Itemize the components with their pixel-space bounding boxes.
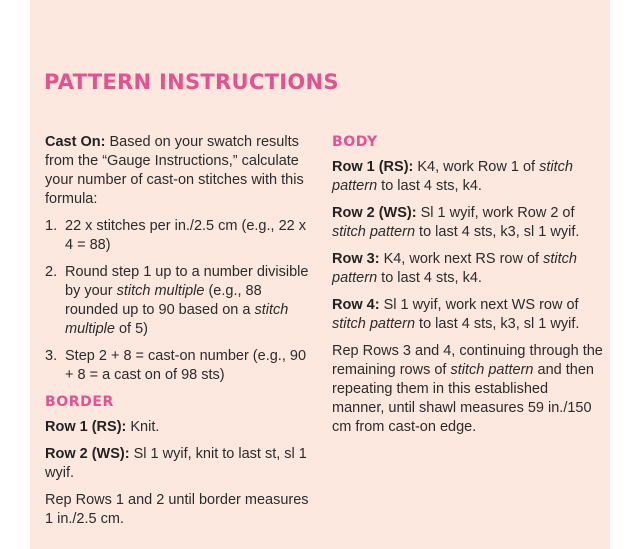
- row-text: to last 4 sts, k3, sl 1 wyif.: [415, 316, 580, 332]
- list-item: [45, 263, 317, 339]
- border-heading: BORDER: [45, 394, 114, 410]
- border-row-1: [45, 418, 317, 437]
- stitch-pattern-term: stitch pattern: [332, 316, 416, 332]
- body-row-1: [332, 158, 604, 196]
- stitch-pattern-term: stitch pattern: [332, 251, 577, 286]
- body-row-3: [332, 250, 604, 288]
- row-label: Row 1 (RS):: [45, 419, 127, 435]
- step-text: [65, 217, 317, 255]
- body-repeat: [332, 342, 604, 437]
- body-row-2: [332, 204, 604, 242]
- step-text-part: Step 2 + 8 = cast-on number (e.g., 90 + 8 = a cast on of 98 sts): [65, 348, 307, 383]
- body-heading: BODY: [332, 134, 378, 150]
- left-column: [45, 133, 317, 537]
- row-text: Rep Rows 3 and 4, continuing through the remaining rows of: [332, 343, 603, 378]
- row-text: Knit.: [130, 419, 160, 435]
- stitch-pattern-term: stitch pattern: [332, 159, 573, 194]
- row-text: and then repeating them in this established manner, until shawl measures 59 in./150 cm from cast-on edge.: [332, 362, 594, 435]
- row-label: Row 4:: [332, 297, 380, 313]
- stitch-pattern-term: stitch pattern: [332, 224, 416, 240]
- step-number: 3.: [45, 348, 58, 364]
- right-column: [332, 133, 604, 445]
- row-label: Row 2 (WS):: [45, 446, 130, 462]
- cast-on-label: Cast On:: [45, 134, 106, 150]
- list-item: [45, 347, 317, 385]
- body-row-4: [332, 296, 604, 334]
- list-item: [45, 217, 317, 255]
- step-text-part: of 5): [114, 321, 149, 337]
- stitch-pattern-term: stitch pattern: [450, 362, 534, 378]
- step-text-part: Round step 1 up to a number divisible by your: [65, 264, 309, 299]
- row-label: Row 1 (RS):: [332, 159, 414, 175]
- row-label: Row 2 (WS):: [332, 205, 417, 221]
- cast-on-text: Based on your swatch results from the “Gauge Instructions,” calculate your number of cast-on stitches with this formula:: [45, 134, 304, 207]
- stitch-multiple-term: stitch multiple: [65, 302, 289, 337]
- row-text: Sl 1 wyif, work Row 2 of: [420, 205, 575, 221]
- border-repeat: Rep Rows 1 and 2 until border measures 1 in./2.5 cm.: [45, 492, 309, 527]
- row-text: to last 4 sts, k3, sl 1 wyif.: [415, 224, 580, 240]
- row-text: K4, work Row 1 of: [417, 159, 540, 175]
- page-title: PATTERN INSTRUCTIONS: [44, 70, 339, 94]
- border-row-2: [45, 445, 317, 483]
- step-number: 2.: [45, 264, 58, 280]
- cast-on-steps: [45, 217, 317, 385]
- step-text-part: 22 x stitches per in./2.5 cm (e.g., 22 x 4 = 88): [65, 218, 306, 253]
- step-text: [65, 347, 317, 385]
- step-text: [65, 263, 317, 339]
- row-text: to last 4 sts, k4.: [377, 270, 482, 286]
- row-text: Sl 1 wyif, work next WS row of: [383, 297, 579, 313]
- row-text: K4, work next RS row of: [383, 251, 544, 267]
- row-text: to last 4 sts, k4.: [377, 178, 482, 194]
- cast-on-paragraph: [45, 133, 317, 209]
- row-text: Sl 1 wyif, knit to last st, sl 1 wyif.: [45, 446, 307, 481]
- step-text-part: (e.g., 88 rounded up to 90 based on a: [65, 283, 262, 318]
- stitch-multiple-term: stitch multiple: [116, 283, 205, 299]
- pattern-page: [30, 0, 610, 549]
- row-label: Row 3:: [332, 251, 380, 267]
- step-number: 1.: [45, 218, 58, 234]
